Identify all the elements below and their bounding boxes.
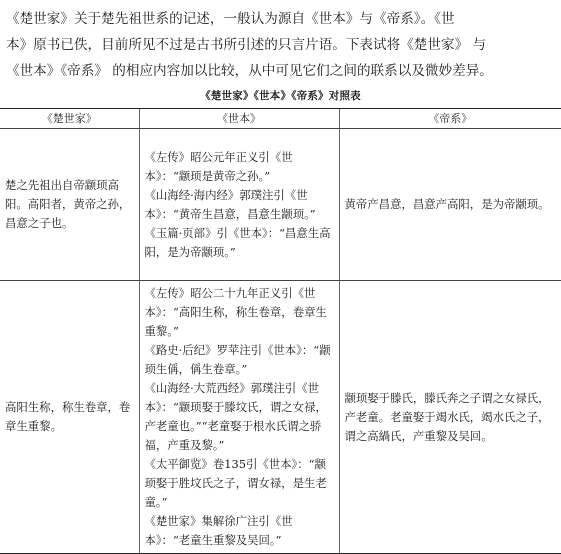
header-dixi: 《帝系》 [339,109,561,129]
shiben-citation: 《山海经·海内经》郭璞注引《世本》：“黄帝生昌意，昌意生颛顼。” [144,187,316,221]
header-shiben: 《世本》 [139,109,339,129]
cell-chushijia: 高阳生称，称生卷章，卷章生重黎。 [0,281,139,554]
shiben-citation: 《玉篇·页部》引《世本》：“昌意生高阳，是为帝颛顼。” [144,225,331,259]
comparison-table [0,108,561,554]
cell-chushijia: 楚之先祖出自帝颛顼高阳。高阳者，黄帝之孙，昌意之子也。 [0,129,139,281]
intro-line-3: 《世本》《帝系》 的相应内容加以比较，从中可见它们之间的联系以及微妙差异。 [6,63,493,79]
shiben-citation: 《左传》昭公二十九年正义引《世本》：“高阳生称，称生卷章，卷章生重黎。” [144,286,327,338]
shiben-citation: 《路史·后纪》罗苹注引《世本》：“颛顼生偁，偁生卷章。” [144,343,331,376]
table-row [0,129,561,281]
table-row [0,281,561,554]
shiben-citation: 《左传》昭公元年正义引《世本》：“颛顼是黄帝之孙。” [144,149,293,183]
cell-shiben [139,281,339,554]
intro-paragraph [6,6,555,84]
cell-shiben [139,129,339,281]
intro-line-1: 《楚世家》关于楚先祖世系的记述，一般认为源自《世本》与《帝系》。《世 [6,11,455,27]
cell-dixi: 黄帝产昌意，昌意产高阳，是为帝颛顼。 [339,129,561,281]
shiben-citation: 《太平御览》卷135引《世本》：“颛顼娶于胜坟氏之子，谓女禄，是生老童。” [144,457,327,509]
cell-dixi: 颛顼娶于滕氏，滕氏奔之子谓之女禄氏，产老童。老童娶于竭水氏，竭水氏之子，谓之高緺氏，产重黎及吴回。 [339,281,561,554]
shiben-citation: 《山海经·大荒西经》郭璞注引《世本》：“颛顼娶于滕坟氏，谓之女禄，产老童也。”“老童娶于根水氏谓之骄福，产重及黎。” [144,381,327,452]
shiben-citation: 《楚世家》集解徐广注引《世本》：“老童生重黎及吴回。” [144,514,293,547]
table-caption: 《楚世家》《世本》《帝系》对照表 [200,90,361,102]
table-header-row [0,109,561,129]
header-chushijia: 《楚世家》 [0,109,139,129]
intro-line-2: 本》原书已佚，目前所见不过是古书所引述的只言片语。下表试将《楚世家》 与 [6,37,487,53]
